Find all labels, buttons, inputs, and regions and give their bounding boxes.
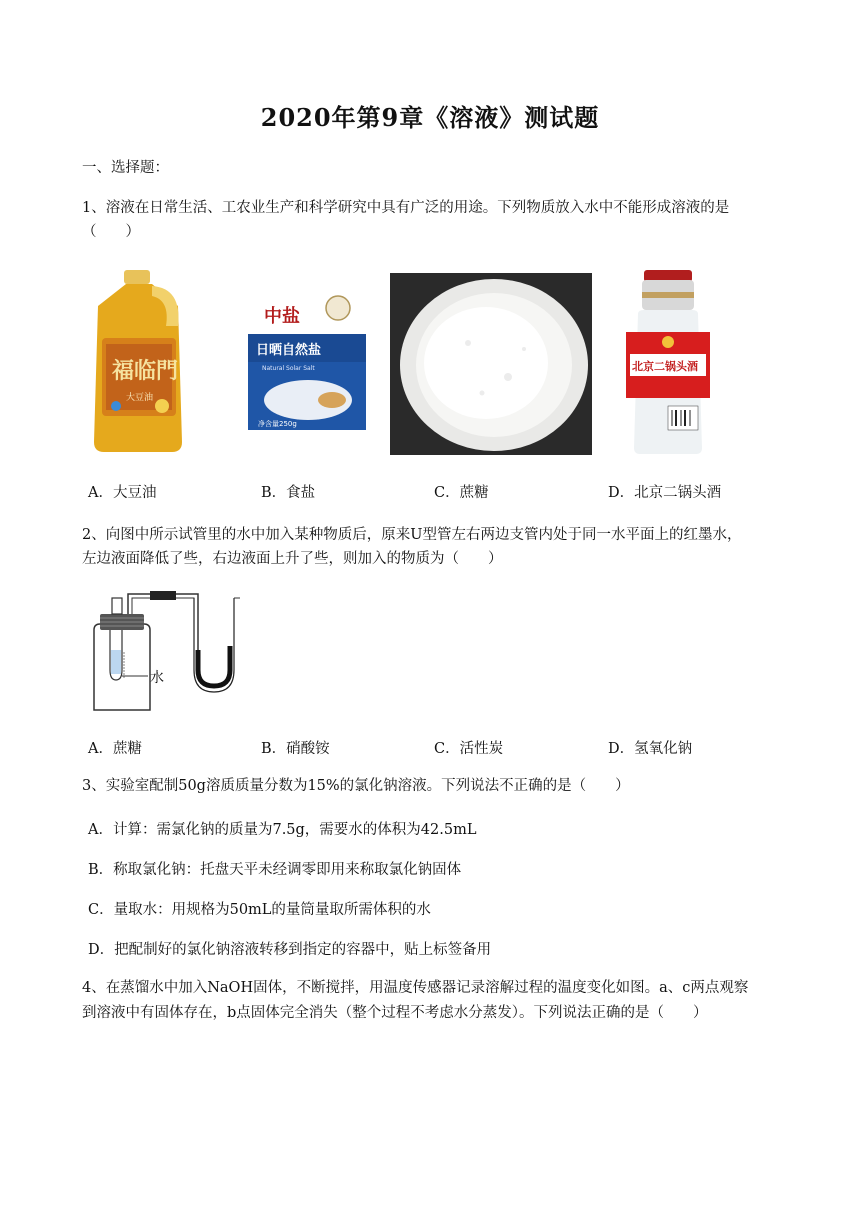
section-heading: 一、选择题： [82, 160, 169, 176]
question-1-text: 1、溶液在日常生活、工农业生产和科学研究中具有广泛的用途。下列物质放入水中不能形成溶液的是 [82, 200, 730, 216]
q1-option-b[interactable]: B．食盐 [261, 485, 316, 501]
oil-sub-text: 大豆油 [126, 393, 154, 403]
u-tube-apparatus-diagram [88, 588, 248, 714]
liquor-bottle-image [618, 266, 718, 458]
sugar-plate-image [390, 273, 592, 455]
oil-brand-text: 福临門 [112, 358, 179, 384]
q3-option-d[interactable]: D．把配制好的氯化钠溶液转移到指定的容器中，贴上标签备用 [88, 942, 492, 958]
q3-option-a[interactable]: A．计算：需氯化钠的质量为7.5g，需要水的体积为42.5mL [88, 822, 477, 838]
q1-option-c[interactable]: C．蔗糖 [434, 485, 489, 501]
salt-logo-text: 中盐 [264, 306, 300, 327]
page-title: 2020年第9章《溶液》测试题 [260, 103, 600, 132]
q1-option-d[interactable]: D．北京二锅头酒 [608, 485, 722, 501]
q3-option-b[interactable]: B．称取氯化钠：托盘天平未经调零即用来称取氯化钠固体 [88, 862, 462, 878]
salt-name-text: 日晒自然盐 [256, 343, 322, 358]
salt-bag-image [246, 292, 368, 444]
q2-option-c[interactable]: C．活性炭 [434, 741, 504, 757]
q3-option-c[interactable]: C．量取水：用规格为50mL的量筒量取所需体积的水 [88, 902, 431, 918]
water-label: 水 [150, 670, 164, 686]
salt-en-text: Natural Solar Salt [262, 365, 315, 372]
liquor-label-text: 北京二锅头酒 [632, 360, 698, 373]
q2-option-d[interactable]: D．氢氧化钠 [608, 741, 693, 757]
q2-option-b[interactable]: B．硝酸铵 [261, 741, 330, 757]
question-1-bracket: （ ） [82, 224, 140, 240]
soybean-oil-image [86, 266, 190, 456]
salt-weight-text: 净含量250g [258, 420, 297, 428]
question-2-text-line2: 左边液面降低了些，右边液面上升了些，则加入的物质为（ ） [82, 551, 503, 567]
question-4-text-line1: 4、在蒸馏水中加入NaOH固体，不断搅拌，用温度传感器记录溶解过程的温度变化如图。a、c两点观察 [82, 980, 749, 996]
question-4-text-line2: 到溶液中有固体存在，b点固体完全消失（整个过程不考虑水分蒸发）。下列说法正确的是（ ） [82, 1005, 708, 1021]
question-3-text: 3、实验室配制50g溶质质量分数为15%的氯化钠溶液。下列说法不正确的是（ ） [82, 778, 630, 794]
q2-option-a[interactable]: A．蔗糖 [88, 741, 142, 757]
question-2-text-line1: 2、向图中所示试管里的水中加入某种物质后，原来U型管左右两边支管内处于同一水平面上的红墨水， [82, 527, 742, 543]
q1-option-a[interactable]: A．大豆油 [88, 485, 157, 501]
